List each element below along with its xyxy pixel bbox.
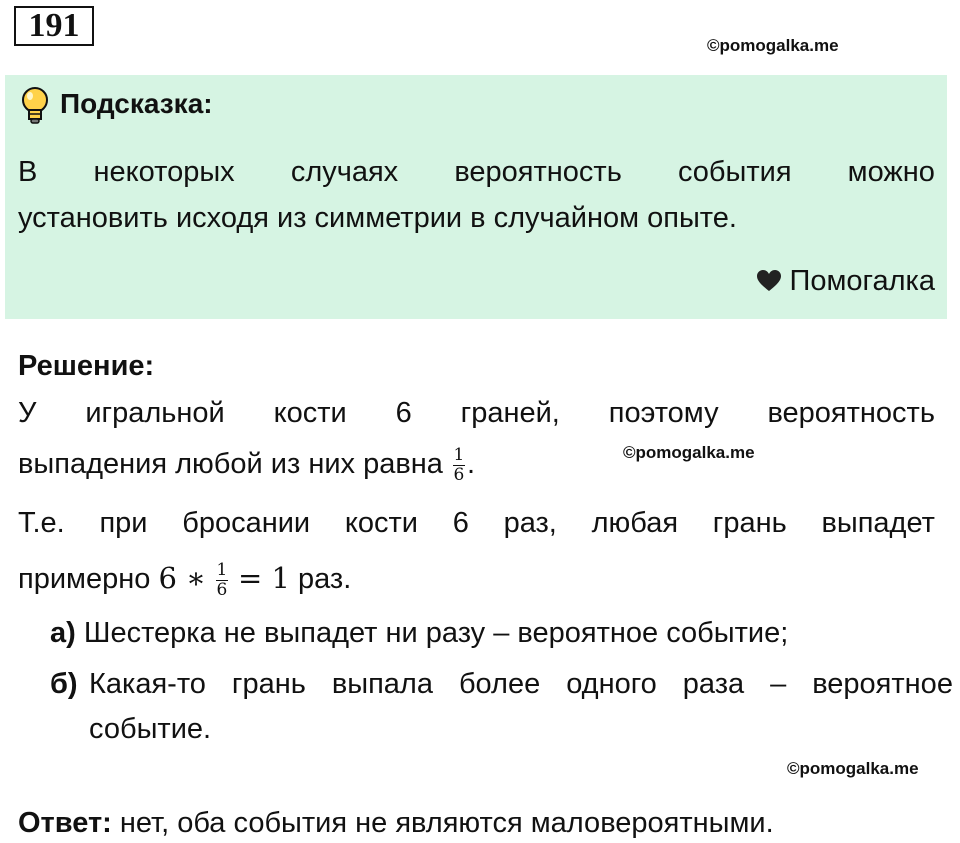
hint-line-2: установить исходя из симметрии в случайном опыте. <box>18 202 737 234</box>
hint-word: вероятность <box>454 156 622 188</box>
answer-text: нет, оба события не являются маловероятными. <box>119 807 774 839</box>
text-word: поэтому <box>608 397 719 429</box>
text-word: при <box>99 507 148 539</box>
text-word: выпала <box>331 668 433 700</box>
hint-word: некоторых <box>93 156 235 188</box>
text-word: 6 <box>395 397 412 429</box>
fraction-numerator: 1 <box>216 560 228 580</box>
solution-p2-line2 <box>18 561 935 600</box>
text-word: грань <box>712 507 787 539</box>
text-word: вероятность <box>767 397 935 429</box>
text-word: раз, <box>503 507 557 539</box>
math-expression-right: = 1 <box>237 561 290 596</box>
hint-line-1 <box>18 155 935 189</box>
text-word: раза <box>682 668 745 700</box>
text-word: любая <box>591 507 679 539</box>
text-word: более <box>458 668 541 700</box>
text-segment: . <box>466 448 476 481</box>
text-word: кости <box>344 507 418 539</box>
solution-heading: Решение: <box>18 350 155 382</box>
list-item-b-line1 <box>89 667 953 701</box>
watermark-middle: ©pomogalka.me <box>623 443 755 462</box>
watermark-bottom: ©pomogalka.me <box>787 759 919 778</box>
text-word: вероятное <box>812 668 953 700</box>
list-item-label-b <box>50 667 78 701</box>
fraction-denominator: 6 <box>453 465 465 485</box>
list-item-label: б) <box>50 668 78 700</box>
text-segment: выпадения любой из них равна <box>18 448 443 481</box>
hint-title: Подсказка: <box>60 88 213 119</box>
signature-text: Помогалка <box>789 265 935 297</box>
fraction-denominator: 6 <box>216 580 228 600</box>
watermark-top: ©pomogalka.me <box>707 36 839 55</box>
fraction-numerator: 1 <box>453 445 465 465</box>
hint-word: В <box>18 156 38 188</box>
solution-p2-line1 <box>18 506 935 540</box>
text-word: бросании <box>182 507 311 539</box>
text-word: грань <box>231 668 306 700</box>
solution-p1-line1 <box>18 396 935 430</box>
list-item-a <box>50 616 935 650</box>
heart-icon <box>756 269 782 293</box>
math-expression-left: 6 ∗ <box>158 561 206 596</box>
text-word: граней, <box>460 397 560 429</box>
text-word: кости <box>273 397 347 429</box>
text-segment: примерно <box>18 563 151 596</box>
text-word: игральной <box>85 397 225 429</box>
hint-signature <box>756 264 935 298</box>
fraction-one-sixth <box>453 446 465 485</box>
list-item-label: а) <box>50 617 76 649</box>
text-word: Какая-то <box>89 668 206 700</box>
fraction-one-sixth <box>216 561 228 600</box>
answer-label: Ответ: <box>18 807 112 839</box>
task-number: 191 <box>14 6 94 46</box>
text-word: Т.е. <box>18 507 65 539</box>
list-item-text: Шестерка не выпадет ни разу – вероятное событие; <box>83 617 789 649</box>
text-segment: раз. <box>297 563 352 596</box>
solution-p1-line2 <box>18 446 935 485</box>
text-word: 6 <box>452 507 469 539</box>
text-word: У <box>18 397 37 429</box>
list-item-b-line2: событие. <box>89 713 212 745</box>
text-word: одного <box>566 668 657 700</box>
text-word: – <box>770 668 787 700</box>
hint-word: случаях <box>290 156 399 188</box>
hint-word: можно <box>847 156 935 188</box>
hint-word: события <box>677 156 792 188</box>
lightbulb-icon <box>20 86 50 126</box>
answer <box>18 806 774 840</box>
text-word: выпадет <box>821 507 935 539</box>
